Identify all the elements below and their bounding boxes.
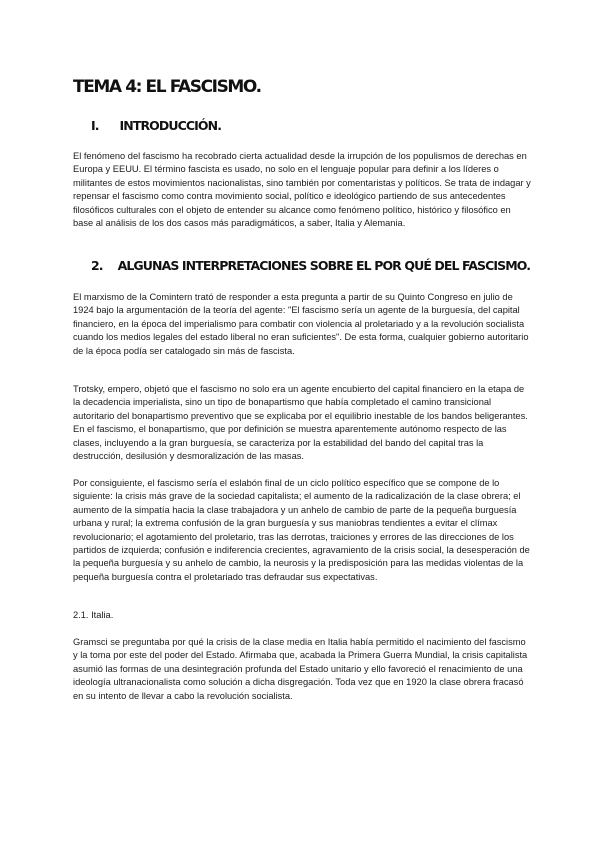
section-number: I. [91, 118, 99, 133]
paragraph-comintern: El marxismo de la Comintern trató de responder a esta pregunta a partir de su Quinto Congreso en julio de 1924 bajo la argumentación de la teoría del agente: "El fascismo sería un agente de la burguesía, del capital financiero, en la época del imperialismo para combatir con violencia al proletariado y a la revolución socialista cuando los medios legales del estado liberal no eran suficientes". De esta forma, cualquier gobierno autoritario de la época podía ser catalogado sin más de fascista. [73, 292, 529, 356]
section-title: INTRODUCCIÓN. [119, 118, 222, 133]
paragraph-gramsci: Gramsci se preguntaba por qué la crisis de la clase media en Italia había permitido el nacimiento del fascismo y la toma por este del poder del Estado. Afirmaba que, acabada la Primera Guerra Mundial, la crisis capitalista asumió las formas de una desintegración profunda del Estado unitario y ello favoreció el renacimiento de una ideología ultranacionalista como solución a dicha disgregación. Toda vez que en 1920 la clase obrera fracasó en su intento de llevar a cabo la revolución socialista. [73, 637, 528, 701]
paragraph-ciclo-politico: Por consiguiente, el fascismo sería el eslabón final de un ciclo político específico que se compone de lo siguiente: la crisis más grave de la sociedad capitalista; el aumento de la radicalización de la clase obrera; el aumento de la simpatía hacia la clase trabajadora y un anhelo de cambio de parte de la pequeña burguesía urbana y rural; la extrema confusión de la gran burguesía y sus maniobras tendientes a evitar el clímax revolucionario; el agotamiento del proletario, tras las derrotas, traiciones y errores de las direcciones de los partidos de izquierda; confusión e indiferencia crecientes, agravamiento de la crisis social, la desesperación de la pequeña burguesía y su anhelo de cambio, la neurosis y la predisposición para las medidas violentas de la pequeña burguesía contra el proletariado tras defraudar sus expectativas. [73, 478, 530, 582]
intro-paragraph: El fenómeno del fascismo ha recobrado cierta actualidad desde la irrupción de los populismos de derechas en Europa y EEUU. El término fascista es usado, no solo en el lenguaje popular para definir a los líderes o militantes de estos movimientos nacionalistas, sino también por comentaristas y políticos. Se trata de indagar y repensar el fascismo como contra movimiento social, político e ideológico partiendo de sus antecedentes filosóficos culturales con el objeto de entender su alcance como fenómeno político, histórico y filosófico en base al análisis de los dos casos más paradigmáticos, a saber, Italia y Alemania. [73, 151, 531, 229]
paragraph-trotsky: Trotsky, empero, objetó que el fascismo no solo era un agente encubierto del capital financiero en la etapa de la decadencia imperialista, sino un tipo de bonapartismo que había completado el camino transicional autoritario del bonapartismo preventivo que se explicaba por el equilibrio inestable de los bandos beligerantes. En el fascismo, el bonapartismo, que por definición se muestra aparentemente autónomo respecto de las clases, incluyendo a la gran burguesía, se caracteriza por la estabilidad del bando del capital tras la destrucción, desilusión y desmoralización de las masas. [73, 384, 528, 462]
section-title: ALGUNAS INTERPRETACIONES SOBRE EL POR QUÉ DEL FASCISMO. [117, 258, 531, 273]
section-heading-introduccion [91, 118, 221, 133]
document-title: TEMA 4: EL FASCISMO. [73, 77, 261, 97]
subsection-heading-italia: 2.1. Italia. [73, 610, 114, 620]
section-number: 2. [91, 258, 103, 273]
section-heading-interpretaciones [91, 258, 530, 273]
